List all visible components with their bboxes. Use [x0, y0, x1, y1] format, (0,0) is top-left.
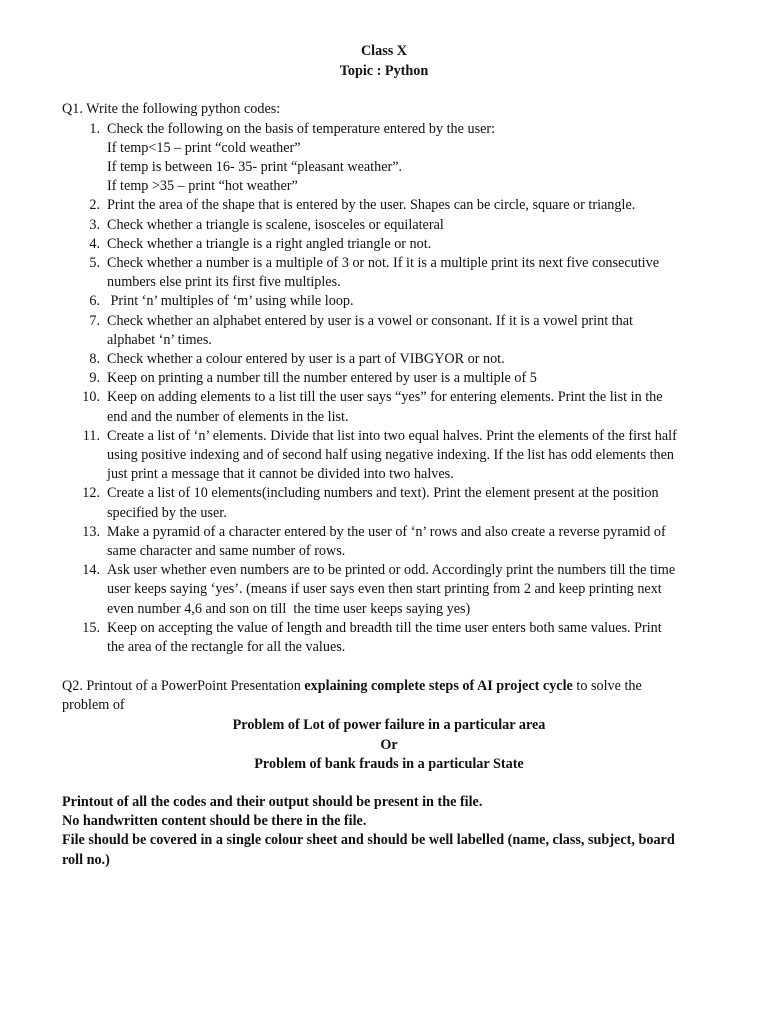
- question-text: If temp >35 – print “hot weather”: [107, 178, 298, 195]
- question-text: If temp is between 16- 35- print “pleasant weather”.: [107, 158, 403, 175]
- question-item-15: [82, 619, 717, 657]
- question-number: 7.: [89, 312, 100, 329]
- q2-suffix: to solve the: [572, 678, 642, 694]
- q2-paragraph: [62, 677, 722, 715]
- question-text: If temp<15 – print “cold weather”: [107, 139, 301, 156]
- question-text: user keeps saying ‘yes’. (means if user says even then start printing from 2 and keep printing next: [107, 581, 662, 598]
- question-text: end and the number of elements in the list.: [107, 408, 349, 425]
- question-text: numbers else print its first five multiples.: [107, 274, 341, 291]
- question-text: using positive indexing and of second half using negative indexing. If the list has odd elements then: [107, 446, 674, 463]
- question-text: Check whether a triangle is scalene, isosceles or equilateral: [107, 216, 444, 233]
- question-number: 15.: [82, 619, 100, 636]
- q1-intro: Q1. Write the following python codes:: [62, 101, 281, 117]
- question-number: 9.: [89, 370, 100, 387]
- q2-prefix: Q2. Printout of a PowerPoint Presentation: [62, 678, 305, 694]
- question-item-5: [89, 254, 717, 292]
- note-line: File should be covered in a single colour sheet and should be well labelled (name, class, subject, board: [62, 832, 675, 849]
- question-number: 14.: [82, 562, 100, 579]
- q2-line-2: problem of: [62, 697, 125, 714]
- question-item-3: [89, 216, 717, 235]
- question-number: 11.: [82, 427, 100, 444]
- question-item-8: [89, 350, 717, 369]
- question-item-13: [82, 523, 717, 561]
- class-heading: Class X: [360, 43, 408, 59]
- question-text: Check the following on the basis of temperature entered by the user:: [107, 120, 496, 137]
- question-text: even number 4,6 and son on till the time user keeps saying yes): [107, 600, 471, 617]
- question-number: 6.: [89, 293, 100, 310]
- q1-question-list: [0, 120, 717, 658]
- note-line: roll no.): [62, 851, 110, 868]
- question-number: 13.: [82, 523, 100, 540]
- q2-bold-phrase: explaining complete steps of AI project cycle: [304, 678, 573, 694]
- note-line: No handwritten content should be there in the file.: [62, 813, 367, 830]
- question-item-4: [89, 235, 717, 254]
- question-text: Print ‘n’ multiples of ‘m’ using while loop.: [107, 293, 354, 310]
- question-item-1: [89, 120, 717, 197]
- problem-option-2: Problem of bank frauds in a particular State: [254, 756, 524, 772]
- question-number: 5.: [89, 254, 100, 271]
- question-text: the area of the rectangle for all the values.: [107, 638, 346, 655]
- question-text: Check whether a colour entered by user is a part of VIBGYOR or not.: [107, 350, 505, 367]
- question-item-14: [82, 561, 717, 619]
- instructions-notes: [62, 793, 722, 870]
- q2-line-1: [62, 677, 722, 696]
- question-text: Keep on accepting the value of length and breadth till the time user enters both same values. Print: [107, 619, 662, 636]
- question-number: 1.: [89, 120, 100, 137]
- question-text: same character and same number of rows.: [107, 542, 346, 559]
- question-text: Check whether a number is a multiple of 3 or not. If it is a multiple print its next five consecutive: [107, 254, 659, 271]
- question-text: Keep on printing a number till the number entered by user is a multiple of 5: [107, 370, 537, 387]
- problem-option-1: Problem of Lot of power failure in a particular area: [232, 717, 546, 733]
- question-item-2: [89, 196, 717, 215]
- question-text: Check whether a triangle is a right angled triangle or not.: [107, 235, 432, 252]
- question-text: Create a list of 10 elements(including numbers and text). Print the element present at the position: [107, 485, 659, 502]
- question-item-7: [89, 312, 717, 350]
- question-item-11: [82, 427, 717, 485]
- topic-heading: Topic : Python: [339, 63, 429, 79]
- question-text: Ask user whether even numbers are to be printed or odd. Accordingly print the numbers till the time: [107, 562, 676, 579]
- question-number: 8.: [89, 350, 100, 367]
- question-number: 10.: [82, 389, 100, 406]
- question-text: specified by the user.: [107, 504, 227, 521]
- question-text: Keep on adding elements to a list till the user says “yes” for entering elements. Print the list in the: [107, 389, 663, 406]
- question-text: Create a list of ‘n’ elements. Divide that list into two equal halves. Print the elements of the first half: [107, 427, 677, 444]
- problem-or: Or: [380, 736, 398, 753]
- question-item-10: [82, 388, 717, 426]
- question-text: Check whether an alphabet entered by user is a vowel or consonant. If it is a vowel print that: [107, 312, 633, 329]
- question-number: 3.: [89, 216, 100, 233]
- question-item-6: [89, 292, 717, 311]
- question-text: just print a message that it cannot be divided into two halves.: [107, 466, 454, 483]
- question-number: 4.: [89, 235, 100, 252]
- note-line: Printout of all the codes and their output should be present in the file.: [62, 794, 483, 810]
- question-text: alphabet ‘n’ times.: [107, 331, 212, 348]
- question-text: Make a pyramid of a character entered by the user of ‘n’ rows and also create a reverse pyramid of: [107, 523, 666, 540]
- question-text: Print the area of the shape that is entered by the user. Shapes can be circle, square or triangle.: [107, 197, 636, 214]
- question-item-12: [82, 484, 717, 522]
- question-number: 2.: [89, 197, 100, 214]
- question-number: 12.: [82, 485, 100, 502]
- question-item-9: [89, 369, 717, 388]
